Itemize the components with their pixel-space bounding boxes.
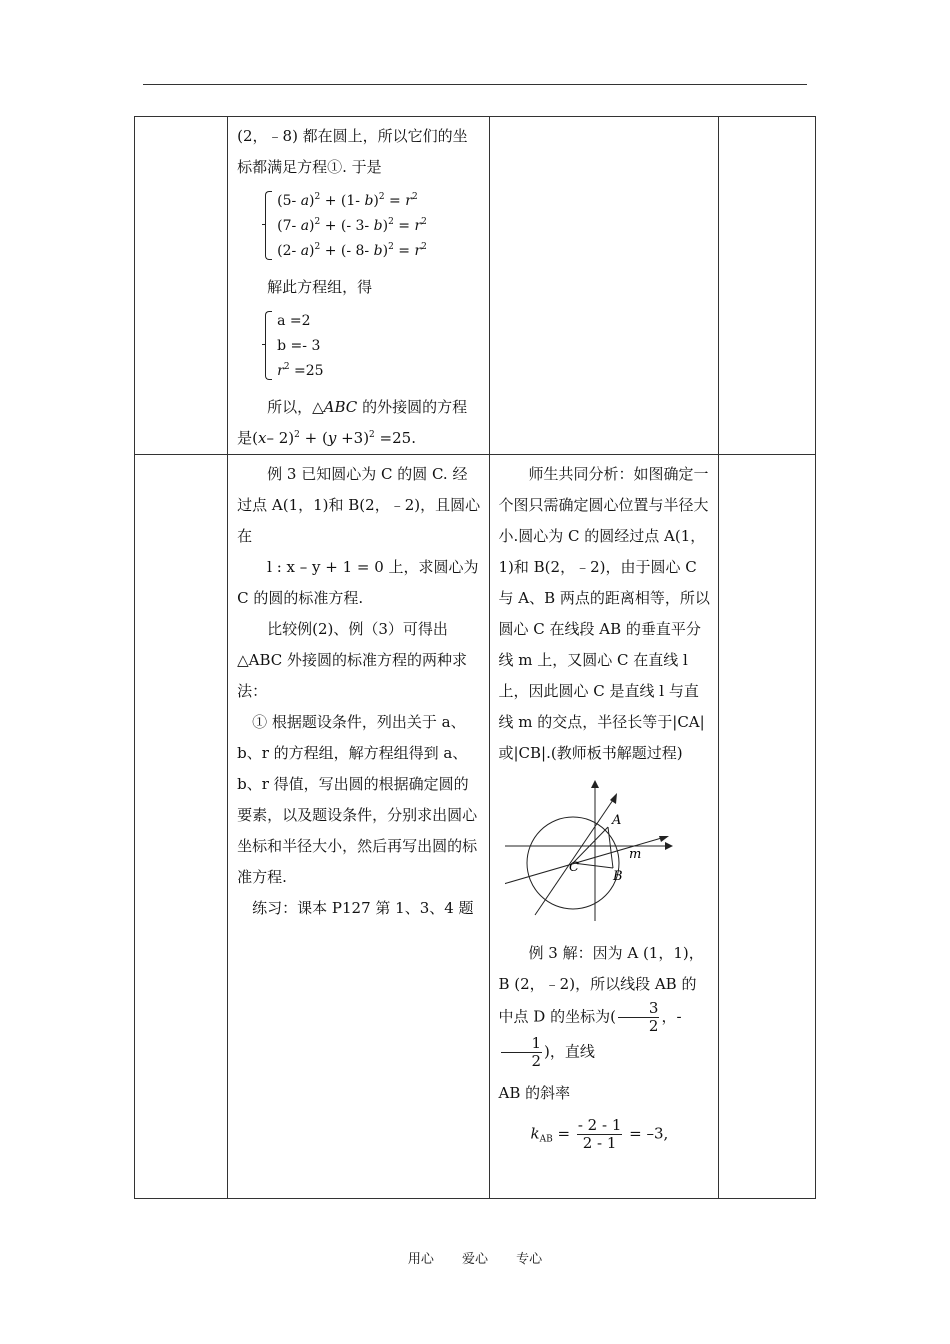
- slope-formula: $k_{AB}$ = $\frac{- 2 - 1}{2 - 1}$ = –3,: [530, 1116, 669, 1152]
- solve-text: 解此方程组，得: [267, 278, 373, 296]
- equation-line: (7- a)$^2$ + (- 3- $b)^2 = r^2$: [277, 217, 427, 234]
- table-row: [135, 455, 816, 1199]
- empty-cell: [135, 117, 228, 455]
- comparison-text: 比较例(2)、例（3）可得出△ABC 外接圆的标准方程的两种求法：: [237, 620, 468, 700]
- empty-cell: [718, 455, 815, 1199]
- analysis-cell: [489, 455, 718, 1199]
- brace: [265, 311, 272, 380]
- exercise-text: 练习：课本 P127 第 1、3、4 题: [252, 899, 474, 917]
- solution-r: $r^2 =25$: [277, 362, 324, 379]
- fraction: $\frac{3}{2}$: [618, 1000, 660, 1035]
- footer-item: 用心: [407, 1252, 434, 1267]
- empty-cell: [135, 455, 228, 1199]
- segment-ab: [608, 827, 613, 868]
- equation-system: [265, 189, 481, 264]
- footer-item: 专心: [516, 1252, 543, 1267]
- table-row: [135, 117, 816, 455]
- segment-cb: [573, 863, 613, 868]
- solution-system: [265, 309, 481, 384]
- circle-equation-conclusion: 所以，△ABC 的外接圆的方程是(x– $2)^2 + (y +3)^2 =25$.: [237, 398, 468, 447]
- label-c: C: [568, 860, 579, 875]
- empty-cell: [489, 117, 718, 455]
- label-m: m: [628, 847, 641, 862]
- footer-item: 爱心: [461, 1252, 488, 1267]
- label-b: B: [612, 869, 623, 884]
- example3-line: l : x – y + 1 = 0 上，求圆心为 C 的圆的标准方程.: [237, 558, 479, 607]
- page-footer: [0, 1248, 950, 1267]
- brace: [265, 191, 272, 260]
- header-rule: [143, 84, 807, 85]
- example3-cell: [228, 455, 489, 1199]
- method-one: ① 根据题设条件，列出关于 a、b、r 的方程组，解方程组得到 a、b、r 得值，写出圆的根据确定圆的要素，以及题设条件，分别求出圆心坐标和半径大小，然后再写出圆的标准方程.: [237, 713, 478, 886]
- equation-line: (2- a)$^2$ + (- 8- $b)^2 = r^2$: [277, 242, 427, 259]
- empty-cell: [718, 117, 815, 455]
- example3-problem: 例 3 已知圆心为 C 的圆 C. 经过点 A(1，1)和 B(2，﹣2)，且圆心在: [237, 465, 481, 545]
- axis-arrow: [591, 780, 599, 788]
- geometry-figure: [505, 779, 685, 924]
- solution-a: a =2: [277, 313, 311, 329]
- fraction: $\frac{- 2 - 1}{2 - 1}$: [577, 1116, 622, 1152]
- solution-intro: (2，﹣8) 都在圆上，所以它们的坐标都满足方程①. 于是: [237, 127, 468, 176]
- analysis-text: 师生共同分析：如图确定一个图只需确定圆心位置与半径大小.圆心为 C 的圆经过点 A(1，1)和 B(2，﹣2)，由于圆心 C 与 A、B 两点的距离相等，所以圆心 C 在线段 AB 的垂直平分线 m 上，又圆心 C 在直线 l 上，因此圆心 C 是直线 l 与直线 m 的交点，半径长等于|CA|或|CB|.(教师板书解题过程): [498, 465, 710, 762]
- solution-b: b =- 3: [277, 338, 321, 354]
- line-arrow: [659, 836, 669, 842]
- fraction: $\frac{1}{2}$: [501, 1035, 543, 1070]
- lesson-table: [134, 116, 816, 1199]
- example3-solution: 例 3 解：因为 A (1，1)，B (2，﹣2)，所以线段 AB 的中点 D 的坐标为( $\frac{3}{2}$ ，- $\frac{1}{2}$ )，直线: [498, 944, 704, 1070]
- equation-line: (5- a)$^2$ + (1- $b)^2 = r^2$: [277, 192, 418, 209]
- axis-arrow: [665, 842, 673, 850]
- label-a: A: [611, 813, 621, 828]
- solution-cell: [228, 117, 489, 455]
- slope-label: AB 的斜率: [498, 1084, 571, 1102]
